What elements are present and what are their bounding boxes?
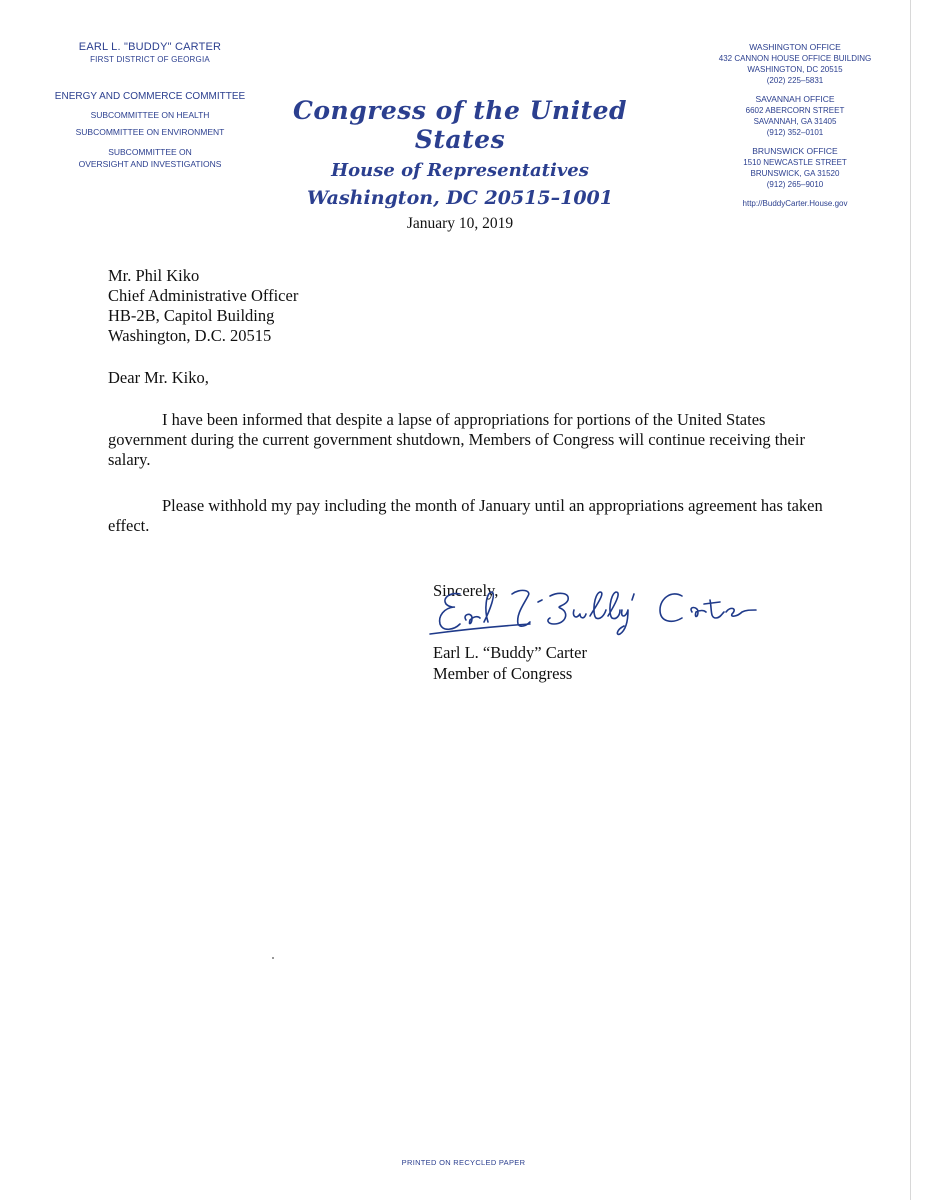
recipient-address <box>108 266 298 346</box>
office-phone: (912) 265–9010 <box>766 180 824 189</box>
handwritten-signature <box>420 580 780 642</box>
signer-title: Member of Congress <box>433 664 573 683</box>
brunswick-office <box>695 146 895 190</box>
savannah-office <box>695 94 895 138</box>
office-street: 432 CANNON HOUSE OFFICE BUILDING <box>718 54 872 63</box>
paragraph-1-text: I have been informed that despite a lapse of appropriations for portions of the United States government during the current government shutdown, Members of Congress will continue receiving their salary. <box>108 410 805 469</box>
recipient-line: Chief Administrative Officer <box>108 286 299 305</box>
signer-name: Earl L. “Buddy” Carter <box>433 643 587 662</box>
member-name: EARL L. "BUDDY" CARTER <box>78 41 222 53</box>
recipient-line: Washington, D.C. 20515 <box>108 326 272 345</box>
office-phone: (912) 352–0101 <box>766 128 824 137</box>
website-link[interactable]: http://BuddyCarter.House.gov <box>742 199 848 208</box>
office-city: BRUNSWICK, GA 31520 <box>750 169 840 178</box>
subcommittee-health: SUBCOMMITTEE ON HEALTH <box>90 110 210 120</box>
office-street: 6602 ABERCORN STREET <box>745 106 845 115</box>
office-city: WASHINGTON, DC 20515 <box>747 65 843 74</box>
recipient-line: HB-2B, Capitol Building <box>108 306 275 325</box>
subcommittee-oversight-line1: SUBCOMMITTEE ON <box>108 147 192 157</box>
letterhead-address: Washington, DC 20515–1001 <box>306 187 613 209</box>
subcommittee-oversight-line2: OVERSIGHT AND INVESTIGATIONS <box>78 159 222 169</box>
recipient-line: Mr. Phil Kiko <box>108 266 200 285</box>
office-name: SAVANNAH OFFICE <box>755 94 835 104</box>
letter-date: January 10, 2019 <box>406 215 514 232</box>
closing: Sincerely, <box>433 581 499 600</box>
member-info-block <box>40 40 260 170</box>
body-paragraph-1 <box>108 410 828 470</box>
house-title: House of Representatives <box>331 160 589 181</box>
scan-speck <box>272 957 274 959</box>
office-city: SAVANNAH, GA 31405 <box>753 117 837 126</box>
offices-block <box>695 42 895 209</box>
office-name: BRUNSWICK OFFICE <box>752 146 838 156</box>
congress-title: Congress of the United States <box>292 96 628 154</box>
office-name: WASHINGTON OFFICE <box>749 42 841 52</box>
body-paragraph-2 <box>108 496 828 536</box>
page-edge-line <box>910 0 911 1200</box>
recycled-paper-note: PRINTED ON RECYCLED PAPER <box>401 1158 526 1167</box>
letterhead-title-block <box>270 96 650 233</box>
paragraph-2-text: Please withhold my pay including the month of January until an appropriations agreement has taken effect. <box>108 496 823 535</box>
washington-office <box>695 42 895 86</box>
committee-name: ENERGY AND COMMERCE COMMITTEE <box>54 91 246 102</box>
subcommittee-environment: SUBCOMMITTEE ON ENVIRONMENT <box>75 127 225 137</box>
office-street: 1510 NEWCASTLE STREET <box>743 158 847 167</box>
salutation: Dear Mr. Kiko, <box>108 368 209 387</box>
member-district: FIRST DISTRICT OF GEORGIA <box>90 55 210 64</box>
office-phone: (202) 225–5831 <box>766 76 824 85</box>
